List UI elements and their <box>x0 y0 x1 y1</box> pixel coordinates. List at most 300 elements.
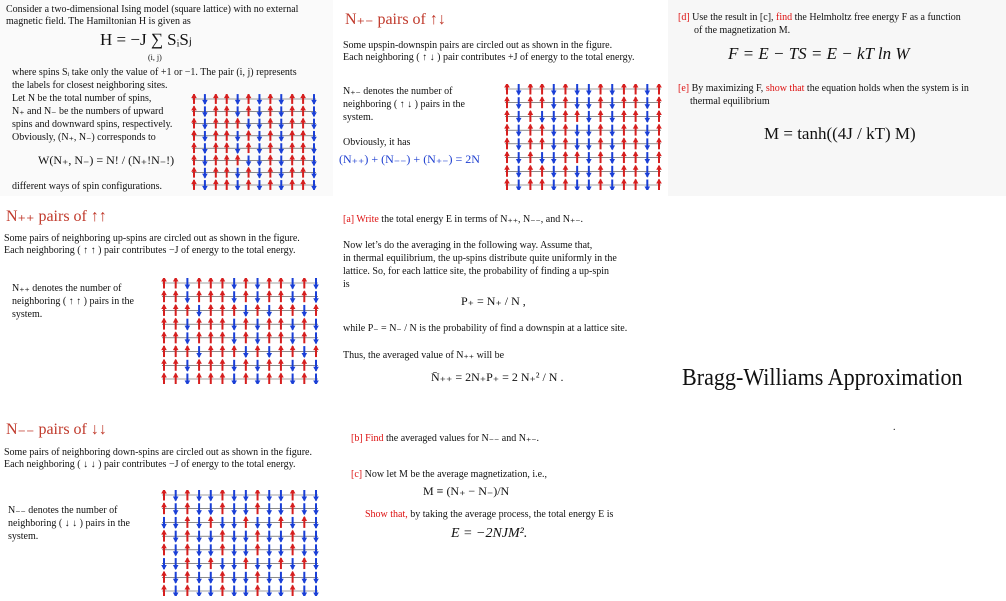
spin-down-arrowhead <box>255 380 261 384</box>
spin-down-arrowhead <box>231 496 237 501</box>
spin-up-arrowhead <box>528 137 534 142</box>
spin-down-arrowhead <box>302 510 308 515</box>
spin-up-arrowhead <box>268 179 274 184</box>
spin-down-arrowhead <box>539 159 545 164</box>
spin-down-arrowhead <box>185 326 191 331</box>
spin-down-arrowhead <box>231 298 237 303</box>
spin-up-arrowhead <box>528 165 534 170</box>
avg-para-3: lattice. So, for each lattice site, the probability of finding a up-spin <box>343 266 610 277</box>
intro-line-2: magnetic field. The Hamiltonian H is given as <box>6 16 191 27</box>
spin-up-arrowhead <box>300 94 306 98</box>
spin-up-arrowhead <box>255 571 261 576</box>
spin-up-arrowhead <box>289 179 295 184</box>
spin-down-arrowhead <box>173 551 179 556</box>
spin-up-arrowhead <box>196 373 202 378</box>
npp-desc-3: system. <box>12 309 43 320</box>
spin-up-arrowhead <box>191 167 197 172</box>
nmm-desc-1: N₋₋ denotes the number of <box>8 505 118 516</box>
spin-down-arrowhead <box>246 124 252 129</box>
spin-up-arrowhead <box>621 84 627 88</box>
spin-down-arrowhead <box>196 496 202 501</box>
spin-down-arrowhead <box>235 137 241 142</box>
spin-up-arrowhead <box>289 155 295 160</box>
spin-up-arrowhead <box>278 318 284 323</box>
spin-up-arrowhead <box>161 543 167 548</box>
spin-up-arrowhead <box>161 304 167 309</box>
p-minus-text: while P₋ = N₋ / N is the probability of find a downspin at a lattice site. <box>343 323 628 334</box>
spin-down-arrowhead <box>609 90 615 95</box>
spin-down-arrowhead <box>266 353 272 358</box>
spin-up-arrowhead <box>246 179 252 184</box>
spin-up-arrowhead <box>598 165 604 170</box>
spin-up-arrowhead <box>504 110 510 115</box>
spin-up-arrowhead <box>255 490 261 494</box>
spin-up-arrowhead <box>224 105 230 110</box>
spin-up-arrowhead <box>302 331 308 336</box>
spin-down-arrowhead <box>243 496 249 501</box>
spin-up-arrowhead <box>224 167 230 172</box>
npm-desc-1: N₊₋ denotes the number of <box>343 86 453 97</box>
spin-down-arrowhead <box>202 112 208 117</box>
a-question <box>343 214 583 227</box>
helmholtz-equation: F = E − TS = E − kT ln W <box>728 44 910 63</box>
spin-down-arrowhead <box>311 186 317 190</box>
spin-up-arrowhead <box>528 96 534 101</box>
spin-up-arrowhead <box>224 142 230 147</box>
spin-up-arrowhead <box>243 278 249 282</box>
spin-down-arrowhead <box>208 551 214 556</box>
spin-up-arrowhead <box>290 304 296 309</box>
spin-down-arrowhead <box>266 551 272 556</box>
nmm-heading: N₋₋ pairs of ↓↓ <box>6 421 107 438</box>
spin-up-arrowhead <box>656 96 662 101</box>
spin-up-arrowhead <box>313 304 319 309</box>
a-tag: [a] <box>343 214 355 225</box>
spin-down-arrowhead <box>551 132 557 137</box>
spin-down-arrowhead <box>202 149 208 154</box>
spin-up-arrowhead <box>191 105 197 110</box>
spin-down-arrowhead <box>220 524 226 529</box>
spin-down-arrowhead <box>202 161 208 166</box>
spin-down-arrowhead <box>609 173 615 178</box>
spin-up-arrowhead <box>289 118 295 123</box>
spin-down-arrowhead <box>290 326 296 331</box>
nmm-line-2: Each neighboring ( ↓ ↓ ) pair contributes −J of energy to the total energy. <box>4 459 296 470</box>
spin-down-arrowhead <box>231 579 237 584</box>
spin-up-arrowhead <box>268 94 274 98</box>
nmm-line-1: Some pairs of neighboring down-spins are circled out as shown in the figure. <box>4 447 312 458</box>
spin-up-arrowhead <box>255 530 261 535</box>
spin-down-arrowhead <box>313 298 319 303</box>
b-tag: [b] <box>351 433 363 444</box>
spin-up-arrowhead <box>213 94 219 98</box>
spin-up-arrowhead <box>289 105 295 110</box>
spin-up-arrowhead <box>243 516 249 521</box>
spin-up-arrowhead <box>185 345 191 350</box>
spin-up-arrowhead <box>598 137 604 142</box>
e-text-2: the equation holds when the system is in <box>804 83 969 94</box>
spin-up-arrowhead <box>191 118 197 123</box>
spin-down-arrowhead <box>313 326 319 331</box>
spin-up-arrowhead <box>563 165 569 170</box>
spin-down-arrowhead <box>173 538 179 543</box>
c-tag: [c] <box>351 469 363 480</box>
spin-up-arrowhead <box>266 331 272 336</box>
spin-down-arrowhead <box>516 145 522 150</box>
spin-down-arrowhead <box>246 161 252 166</box>
npm-desc-2: neighboring ( ↑ ↓ ) pairs in the <box>343 99 465 110</box>
spin-down-arrowhead <box>609 145 615 150</box>
spin-down-arrowhead <box>196 524 202 529</box>
d-question <box>678 12 961 25</box>
spin-up-arrowhead <box>302 359 308 364</box>
spin-up-arrowhead <box>161 345 167 350</box>
spin-up-arrowhead <box>224 118 230 123</box>
npp-desc-1: N₊₊ denotes the number of <box>12 283 122 294</box>
spin-up-arrowhead <box>208 516 214 521</box>
spin-down-arrowhead <box>609 132 615 137</box>
spin-up-arrowhead <box>185 502 191 507</box>
spin-down-arrowhead <box>266 592 272 596</box>
intro-desc-5: spins and downward spins, respectively. <box>12 119 173 130</box>
spin-down-arrowhead <box>302 353 308 358</box>
spin-down-arrowhead <box>516 132 522 137</box>
intro-lattice <box>190 94 318 190</box>
d-find: find <box>776 12 793 23</box>
spin-down-arrowhead <box>290 367 296 372</box>
spin-down-arrowhead <box>278 496 284 501</box>
spin-down-arrowhead <box>574 173 580 178</box>
energy-equation: E = −2NJM². <box>451 526 528 541</box>
spin-up-arrowhead <box>213 155 219 160</box>
spin-down-arrowhead <box>231 380 237 384</box>
spin-down-arrowhead <box>235 186 241 190</box>
spin-up-arrowhead <box>633 151 639 156</box>
spin-up-arrowhead <box>633 179 639 184</box>
spin-down-arrowhead <box>278 592 284 596</box>
spin-up-arrowhead <box>185 490 191 494</box>
spin-down-arrowhead <box>266 312 272 317</box>
spin-up-arrowhead <box>266 290 272 295</box>
spin-up-arrowhead <box>220 359 226 364</box>
spin-up-arrowhead <box>191 155 197 160</box>
spin-up-arrowhead <box>290 543 296 548</box>
spin-down-arrowhead <box>255 524 261 529</box>
b-find: Find <box>362 433 384 444</box>
spin-down-arrowhead <box>185 339 191 344</box>
npm-lattice <box>503 84 663 190</box>
spin-up-arrowhead <box>563 110 569 115</box>
spin-down-arrowhead <box>231 524 237 529</box>
spin-down-arrowhead <box>202 100 208 105</box>
spin-up-arrowhead <box>191 94 197 98</box>
intro-desc-1: where spins Sᵢ take only the value of +1 or −1. The pair (i, j) represents <box>12 67 297 78</box>
spin-down-arrowhead <box>196 510 202 515</box>
spin-down-arrowhead <box>185 284 191 289</box>
spin-up-arrowhead <box>598 124 604 129</box>
spin-down-arrowhead <box>609 186 615 190</box>
spin-up-arrowhead <box>246 167 252 172</box>
spin-up-arrowhead <box>243 373 249 378</box>
intro-desc-3: Let N be the total number of spins, <box>12 93 152 104</box>
spin-up-arrowhead <box>266 278 272 282</box>
spin-down-arrowhead <box>313 510 319 515</box>
spin-up-arrowhead <box>220 585 226 590</box>
spin-down-arrowhead <box>516 159 522 164</box>
averaging-panel <box>333 198 668 420</box>
spin-up-arrowhead <box>220 290 226 295</box>
npm-line-1: Some upspin-downspin pairs are circled out as shown in the figure. <box>343 40 613 51</box>
spin-down-arrowhead <box>278 149 284 154</box>
spin-down-arrowhead <box>586 90 592 95</box>
spin-down-arrowhead <box>173 592 179 596</box>
spin-up-arrowhead <box>213 179 219 184</box>
spin-down-arrowhead <box>302 496 308 501</box>
spin-down-arrowhead <box>202 137 208 142</box>
spin-up-arrowhead <box>173 318 179 323</box>
spin-up-arrowhead <box>161 571 167 576</box>
spin-down-arrowhead <box>311 161 317 166</box>
spin-down-arrowhead <box>311 124 317 129</box>
spin-up-arrowhead <box>243 331 249 336</box>
spin-down-arrowhead <box>255 326 261 331</box>
spin-down-arrowhead <box>278 538 284 543</box>
spin-down-arrowhead <box>202 186 208 190</box>
spin-up-arrowhead <box>246 130 252 135</box>
spin-down-arrowhead <box>609 159 615 164</box>
spin-up-arrowhead <box>633 137 639 142</box>
spin-down-arrowhead <box>266 579 272 584</box>
spin-down-arrowhead <box>645 118 651 123</box>
spin-down-arrowhead <box>208 510 214 515</box>
spin-down-arrowhead <box>231 326 237 331</box>
spin-up-arrowhead <box>196 359 202 364</box>
spin-up-arrowhead <box>504 165 510 170</box>
spin-up-arrowhead <box>598 151 604 156</box>
spin-up-arrowhead <box>290 530 296 535</box>
spin-up-arrowhead <box>289 94 295 98</box>
spin-down-arrowhead <box>257 137 263 142</box>
e-line-2: thermal equilibrium <box>690 96 770 107</box>
spin-up-arrowhead <box>208 304 214 309</box>
spin-up-arrowhead <box>246 94 252 98</box>
spin-down-arrowhead <box>586 173 592 178</box>
spin-up-arrowhead <box>302 373 308 378</box>
spin-down-arrowhead <box>645 186 651 190</box>
spin-down-arrowhead <box>645 132 651 137</box>
spin-up-arrowhead <box>621 137 627 142</box>
b-text: the averaged values for N₋₋ and N₊₋. <box>383 433 540 444</box>
npm-line-2: Each neighboring ( ↑ ↓ ) pair contributes +J of energy to the total energy. <box>343 52 635 63</box>
spin-down-arrowhead <box>257 161 263 166</box>
spin-down-arrowhead <box>302 579 308 584</box>
spin-up-arrowhead <box>220 490 226 494</box>
spin-up-arrowhead <box>243 318 249 323</box>
spin-down-arrowhead <box>173 496 179 501</box>
spin-up-arrowhead <box>528 124 534 129</box>
spin-up-arrowhead <box>528 151 534 156</box>
d-tag: [d] <box>678 12 690 23</box>
spin-up-arrowhead <box>173 290 179 295</box>
spin-up-arrowhead <box>563 137 569 142</box>
spin-up-arrowhead <box>278 290 284 295</box>
spin-down-arrowhead <box>278 579 284 584</box>
spin-down-arrowhead <box>185 367 191 372</box>
spin-down-arrowhead <box>302 551 308 556</box>
spin-down-arrowhead <box>645 159 651 164</box>
spin-up-arrowhead <box>656 110 662 115</box>
spin-up-arrowhead <box>302 318 308 323</box>
spin-down-arrowhead <box>290 339 296 344</box>
intro-desc-7: different ways of spin configurations. <box>12 181 163 192</box>
spin-down-arrowhead <box>539 118 545 123</box>
spin-down-arrowhead <box>290 298 296 303</box>
npp-heading: N₊₊ pairs of ↑↑ <box>6 208 107 225</box>
spin-down-arrowhead <box>243 510 249 515</box>
spin-up-arrowhead <box>504 96 510 101</box>
spin-down-arrowhead <box>551 186 557 190</box>
spin-up-arrowhead <box>224 130 230 135</box>
spin-up-arrowhead <box>598 84 604 88</box>
spin-up-arrowhead <box>208 331 214 336</box>
avg-para-4: is <box>343 279 350 290</box>
spin-up-arrowhead <box>161 490 167 494</box>
spin-up-arrowhead <box>633 124 639 129</box>
spin-down-arrowhead <box>266 565 272 570</box>
spin-up-arrowhead <box>278 557 284 562</box>
spin-up-arrowhead <box>633 110 639 115</box>
spin-down-arrowhead <box>302 592 308 596</box>
spin-up-arrowhead <box>173 278 179 282</box>
avg-para-2: in thermal equilibrium, the up-spins distribute quite uniformly in the <box>343 253 617 264</box>
npm-obviously: Obviously, it has <box>343 137 411 148</box>
c-text: Now let M be the average magnetization, i.e., <box>362 469 548 480</box>
spin-up-arrowhead <box>563 96 569 101</box>
spin-up-arrowhead <box>621 151 627 156</box>
spin-down-arrowhead <box>243 551 249 556</box>
spin-down-arrowhead <box>551 159 557 164</box>
spin-up-arrowhead <box>185 516 191 521</box>
spin-up-arrowhead <box>302 278 308 282</box>
spin-down-arrowhead <box>278 174 284 179</box>
spin-up-arrowhead <box>213 105 219 110</box>
spin-down-arrowhead <box>290 524 296 529</box>
hamiltonian-equation: H = −J ∑ SᵢSⱼ <box>100 30 192 49</box>
spin-up-arrowhead <box>598 96 604 101</box>
spin-down-arrowhead <box>196 312 202 317</box>
spin-down-arrowhead <box>311 149 317 154</box>
intro-line-1: Consider a two-dimensional Ising model (square lattice) with no external <box>6 4 299 15</box>
spin-down-arrowhead <box>196 592 202 596</box>
spin-up-arrowhead <box>224 94 230 98</box>
spin-down-arrowhead <box>202 124 208 129</box>
spin-down-arrowhead <box>586 186 592 190</box>
spin-down-arrowhead <box>243 592 249 596</box>
spin-up-arrowhead <box>290 585 296 590</box>
spin-down-arrowhead <box>311 100 317 105</box>
spin-up-arrowhead <box>213 167 219 172</box>
spin-down-arrowhead <box>645 90 651 95</box>
spin-down-arrowhead <box>255 339 261 344</box>
spin-up-arrowhead <box>300 142 306 147</box>
spin-down-arrowhead <box>231 592 237 596</box>
intro-panel <box>0 0 333 196</box>
spin-up-arrowhead <box>161 290 167 295</box>
spin-up-arrowhead <box>313 345 319 350</box>
stray-dot: . <box>893 422 896 433</box>
spin-up-arrowhead <box>220 543 226 548</box>
spin-up-arrowhead <box>208 373 214 378</box>
thus-text: Thus, the averaged value of N₊₊ will be <box>343 350 505 361</box>
spin-up-arrowhead <box>185 585 191 590</box>
spin-down-arrowhead <box>311 112 317 117</box>
avg-para-1: Now let’s do the averaging in the following way. Assume that, <box>343 240 593 251</box>
spin-up-arrowhead <box>255 345 261 350</box>
spin-down-arrowhead <box>551 118 557 123</box>
spin-up-arrowhead <box>246 142 252 147</box>
magnetization-definition: M ≡ (N₊ − N₋)/N <box>423 484 510 498</box>
c-show-line <box>365 509 613 522</box>
spin-up-arrowhead <box>224 155 230 160</box>
spin-down-arrowhead <box>231 367 237 372</box>
spin-up-arrowhead <box>633 96 639 101</box>
spin-down-arrowhead <box>257 174 263 179</box>
spin-down-arrowhead <box>257 149 263 154</box>
spin-down-arrowhead <box>185 298 191 303</box>
npm-panel <box>333 0 668 196</box>
spin-up-arrowhead <box>278 373 284 378</box>
spin-up-arrowhead <box>173 331 179 336</box>
spin-up-arrowhead <box>289 142 295 147</box>
spin-down-arrowhead <box>645 145 651 150</box>
npp-lattice <box>160 278 320 384</box>
spin-up-arrowhead <box>302 557 308 562</box>
spin-up-arrowhead <box>243 359 249 364</box>
spin-up-arrowhead <box>633 84 639 88</box>
spin-up-arrowhead <box>621 110 627 115</box>
spin-up-arrowhead <box>213 130 219 135</box>
e-text-1: By maximizing F, <box>689 83 766 94</box>
spin-up-arrowhead <box>224 179 230 184</box>
spin-down-arrowhead <box>231 551 237 556</box>
spin-up-arrowhead <box>278 359 284 364</box>
spin-up-arrowhead <box>539 84 545 88</box>
c-text-2: by taking the average process, the total energy E is <box>407 509 614 520</box>
spin-up-arrowhead <box>268 118 274 123</box>
d-text-2: the Helmholtz free energy F as a function <box>792 12 961 23</box>
spin-down-arrowhead <box>574 104 580 109</box>
spin-down-arrowhead <box>278 124 284 129</box>
spin-down-arrowhead <box>586 145 592 150</box>
spin-up-arrowhead <box>266 373 272 378</box>
page-title: Bragg-Williams Approximation <box>682 365 963 391</box>
spin-down-arrowhead <box>257 124 263 129</box>
magnetization-equation: M = tanh((4J / kT) M) <box>764 124 916 143</box>
spin-up-arrowhead <box>220 373 226 378</box>
spin-down-arrowhead <box>231 339 237 344</box>
spin-down-arrowhead <box>313 496 319 501</box>
spin-up-arrowhead <box>268 142 274 147</box>
c-show: Show that, <box>365 509 408 520</box>
spin-up-arrowhead <box>191 130 197 135</box>
spin-up-arrowhead <box>290 345 296 350</box>
spin-down-arrowhead <box>516 186 522 190</box>
spin-down-arrowhead <box>173 524 179 529</box>
spin-up-arrowhead <box>539 96 545 101</box>
spin-down-arrowhead <box>257 100 263 105</box>
spin-down-arrowhead <box>255 298 261 303</box>
spin-down-arrowhead <box>196 579 202 584</box>
